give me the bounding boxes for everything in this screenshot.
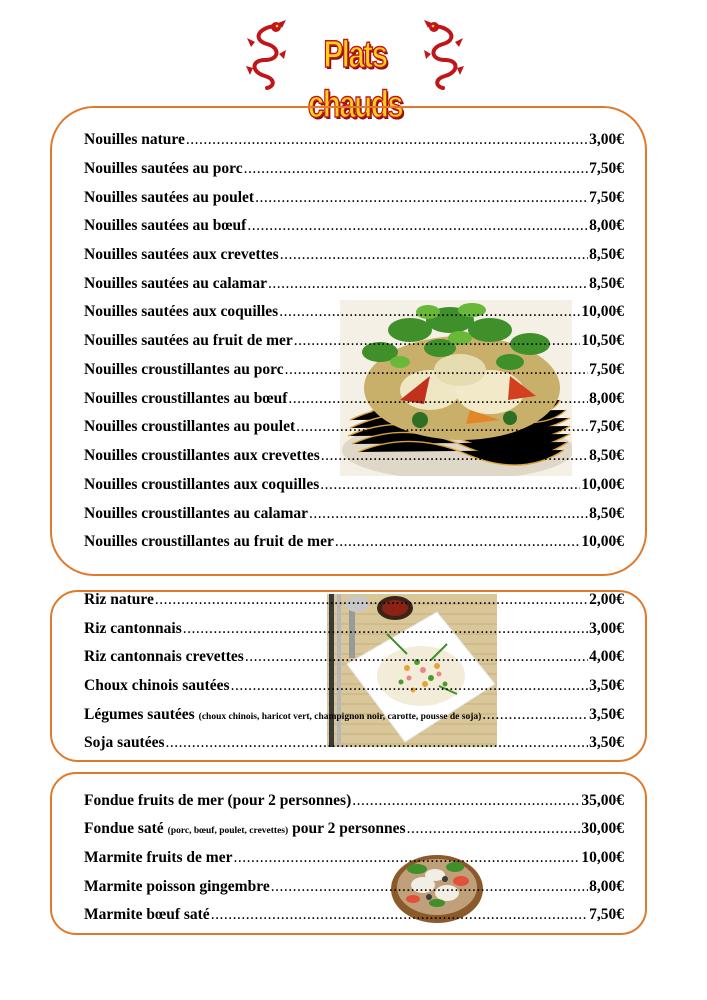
item-price: 10,00€ <box>581 476 624 493</box>
item-name: Nouilles croustillantes aux coquilles <box>84 476 320 493</box>
menu-item <box>84 646 624 668</box>
menu-item <box>84 818 624 840</box>
leader-dots <box>309 503 588 525</box>
item-name: Fondue saté <box>84 820 164 837</box>
item-price: 8,50€ <box>589 505 624 522</box>
menu-item <box>84 215 624 237</box>
item-price: 3,00€ <box>589 131 624 148</box>
item-name: Marmite bœuf saté <box>84 906 210 923</box>
item-name: Nouilles croustillantes au fruit de mer <box>84 533 334 550</box>
leader-dots <box>255 187 588 209</box>
item-name: Nouilles croustillantes au porc <box>84 361 284 378</box>
item-name: Nouilles sautées au porc <box>84 160 243 177</box>
leader-dots <box>279 301 580 323</box>
item-price: 7,50€ <box>589 160 624 177</box>
item-price: 8,00€ <box>589 217 624 234</box>
item-price: 3,00€ <box>589 620 624 637</box>
menu-header <box>245 20 465 126</box>
leader-dots <box>247 215 588 237</box>
item-price: 8,50€ <box>589 246 624 263</box>
item-price: 7,50€ <box>589 189 624 206</box>
item-name: Marmite fruits de mer <box>84 849 233 866</box>
menu-item <box>84 129 624 151</box>
item-name: Riz nature <box>84 591 154 608</box>
item-name: Choux chinois sautées <box>84 677 230 694</box>
item-price: 3,50€ <box>589 677 624 694</box>
item-price: 10,00€ <box>581 303 624 320</box>
leader-dots <box>320 474 580 496</box>
item-price: 4,00€ <box>589 648 624 665</box>
leader-dots <box>280 244 588 266</box>
item-name: Nouilles croustillantes aux crevettes <box>84 447 320 464</box>
item-name: Nouilles croustillantes au bœuf <box>84 390 288 407</box>
item-name: Marmite poisson gingembre <box>84 878 270 895</box>
item-price: 8,50€ <box>589 275 624 292</box>
item-price: 7,50€ <box>589 906 624 923</box>
item-price: 30,00€ <box>581 820 624 837</box>
leader-dots <box>352 790 580 812</box>
item-price: 7,50€ <box>589 361 624 378</box>
item-price: 3,50€ <box>589 734 624 751</box>
page-title: Plats chauds <box>307 34 403 126</box>
item-price: 10,50€ <box>581 332 624 349</box>
item-name: Nouilles sautées aux crevettes <box>84 246 279 263</box>
menu-item <box>84 503 624 525</box>
menu-item <box>84 531 624 553</box>
item-name: Légumes sautées <box>84 706 195 723</box>
menu-item <box>84 847 624 869</box>
menu-item <box>84 445 624 467</box>
red-dragon-icon <box>245 20 287 90</box>
item-name: Riz cantonnais crevettes <box>84 648 244 665</box>
leader-dots <box>233 847 580 869</box>
leader-dots <box>285 359 588 381</box>
item-name: Nouilles sautées aux coquilles <box>84 303 279 320</box>
leader-dots <box>155 589 588 611</box>
item-name: Nouilles sautées au poulet <box>84 189 255 206</box>
item-name: Fondue fruits de mer (pour 2 personnes) <box>84 792 352 809</box>
item-price: 3,50€ <box>589 706 624 723</box>
leader-dots <box>211 904 588 926</box>
leader-dots <box>335 531 581 553</box>
item-price: 8,00€ <box>589 878 624 895</box>
menu-item <box>84 790 624 812</box>
item-name: Soja sautées <box>84 734 165 751</box>
item-price: 8,00€ <box>589 390 624 407</box>
menu-item <box>84 359 624 381</box>
leader-dots <box>321 445 588 467</box>
menu-item <box>84 618 624 640</box>
menu-item <box>84 704 624 726</box>
item-price: 10,00€ <box>581 533 624 550</box>
item-name: Nouilles sautées au bœuf <box>84 217 247 234</box>
menu-item <box>84 904 624 926</box>
leader-dots <box>288 388 588 410</box>
item-price: 2,00€ <box>589 591 624 608</box>
menu-item <box>84 675 624 697</box>
menu-item <box>84 273 624 295</box>
leader-dots <box>245 646 588 668</box>
item-name: Nouilles nature <box>84 131 185 148</box>
item-name: Riz cantonnais <box>84 620 182 637</box>
item-name: Nouilles croustillantes au poulet <box>84 418 296 435</box>
item-price: 8,50€ <box>589 447 624 464</box>
red-dragon-icon <box>423 20 465 90</box>
item-name-suffix: pour 2 personnes <box>292 820 406 837</box>
item-name: Nouilles sautées au calamar <box>84 275 267 292</box>
menu-item <box>84 244 624 266</box>
menu-item <box>84 158 624 180</box>
menu-item <box>84 732 624 754</box>
menu-item <box>84 301 624 323</box>
leader-dots <box>268 273 588 295</box>
item-price: 10,00€ <box>581 849 624 866</box>
leader-dots <box>231 675 589 697</box>
leader-dots <box>183 618 588 640</box>
menu-item <box>84 330 624 352</box>
menu-item <box>84 187 624 209</box>
menu-item <box>84 388 624 410</box>
leader-dots <box>482 704 588 726</box>
menu-item <box>84 589 624 611</box>
menu-item <box>84 474 624 496</box>
item-price: 7,50€ <box>589 418 624 435</box>
leader-dots <box>296 416 588 438</box>
leader-dots <box>166 732 589 754</box>
menu-item <box>84 876 624 898</box>
item-note: (porc, bœuf, poulet, crevettes) <box>167 826 289 836</box>
menu-item <box>84 416 624 438</box>
item-name: Nouilles sautées au fruit de mer <box>84 332 293 349</box>
leader-dots <box>271 876 588 898</box>
leader-dots <box>294 330 581 352</box>
leader-dots <box>244 158 589 180</box>
leader-dots <box>407 818 581 840</box>
item-name: Nouilles croustillantes au calamar <box>84 505 309 522</box>
item-note: (choux chinois, haricot vert, champignon noir, carotte, pousse de soja) <box>198 712 482 722</box>
leader-dots <box>186 129 588 151</box>
item-price: 35,00€ <box>581 792 624 809</box>
